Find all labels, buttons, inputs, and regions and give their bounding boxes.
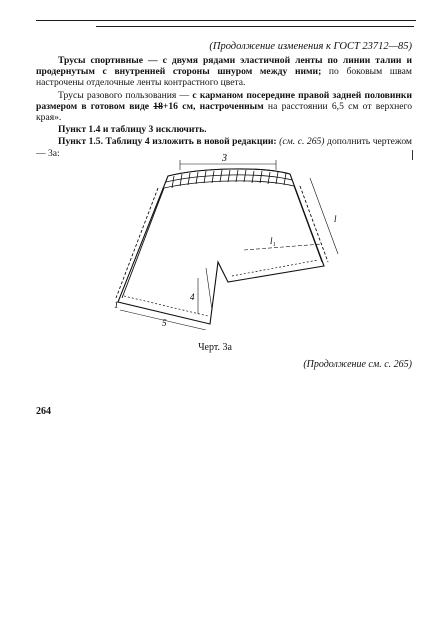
continuation-header: (Продолжение изменения к ГОСТ 23712—85) — [209, 41, 412, 52]
disposable-shorts-mid: с карманом посередине правой задней половинки размером в готовом виде — [36, 89, 412, 112]
point-1-5-tail: дополнить чертежом — 3а: — [36, 136, 413, 159]
sport-shorts-lead: Трусы спортивные — с двумя рядами эластичной ленты по линии талии и продернутым с внутренней стороны шнуром между ними; — [36, 55, 412, 78]
page-reference: (см. с. 265) — [279, 136, 325, 148]
side-stripes — [116, 186, 328, 298]
paragraph-disposable-shorts — [36, 90, 412, 124]
dim-label-leg: 4 — [190, 292, 195, 302]
dim-label-inseam: l₁ — [270, 236, 276, 246]
paragraph-point-1-4 — [36, 124, 412, 135]
document-body — [36, 55, 412, 160]
dim-label-corner: 1 — [114, 300, 119, 310]
continued-note: (Продолжение см. с. 265) — [303, 359, 412, 370]
dim-label-hem: 5 — [162, 318, 167, 328]
dimension-lines — [120, 160, 338, 330]
point-1-5-lead: Пункт 1.5. Таблицу 4 изложить в новой редакции: — [58, 136, 280, 148]
figure-caption: Черт. 3а — [198, 342, 232, 353]
disposable-shorts-tail: на расстоянии 6,5 см от верхнего края». — [36, 100, 412, 124]
margin-mark — [412, 150, 413, 160]
waistband — [164, 169, 294, 188]
sport-shorts-tail: по боковым швам настрочены отделочные ленты контрастного цвета. — [36, 66, 412, 89]
dim-label-side: l — [334, 214, 337, 224]
point-1-4-text: Пункт 1.4 и таблицу 3 исключить. — [58, 124, 207, 136]
paragraph-sport-shorts — [36, 55, 412, 89]
top-rule-thick — [96, 26, 414, 27]
size-new: +16 см, настроченным — [162, 100, 264, 112]
size-old: 18 — [153, 100, 163, 112]
top-rule — [36, 20, 416, 21]
page-number: 264 — [36, 406, 51, 417]
shorts-drawing — [110, 150, 370, 330]
disposable-shorts-lead: Трусы разового пользования — — [58, 89, 193, 101]
dim-label-waist: 3 — [222, 153, 227, 164]
